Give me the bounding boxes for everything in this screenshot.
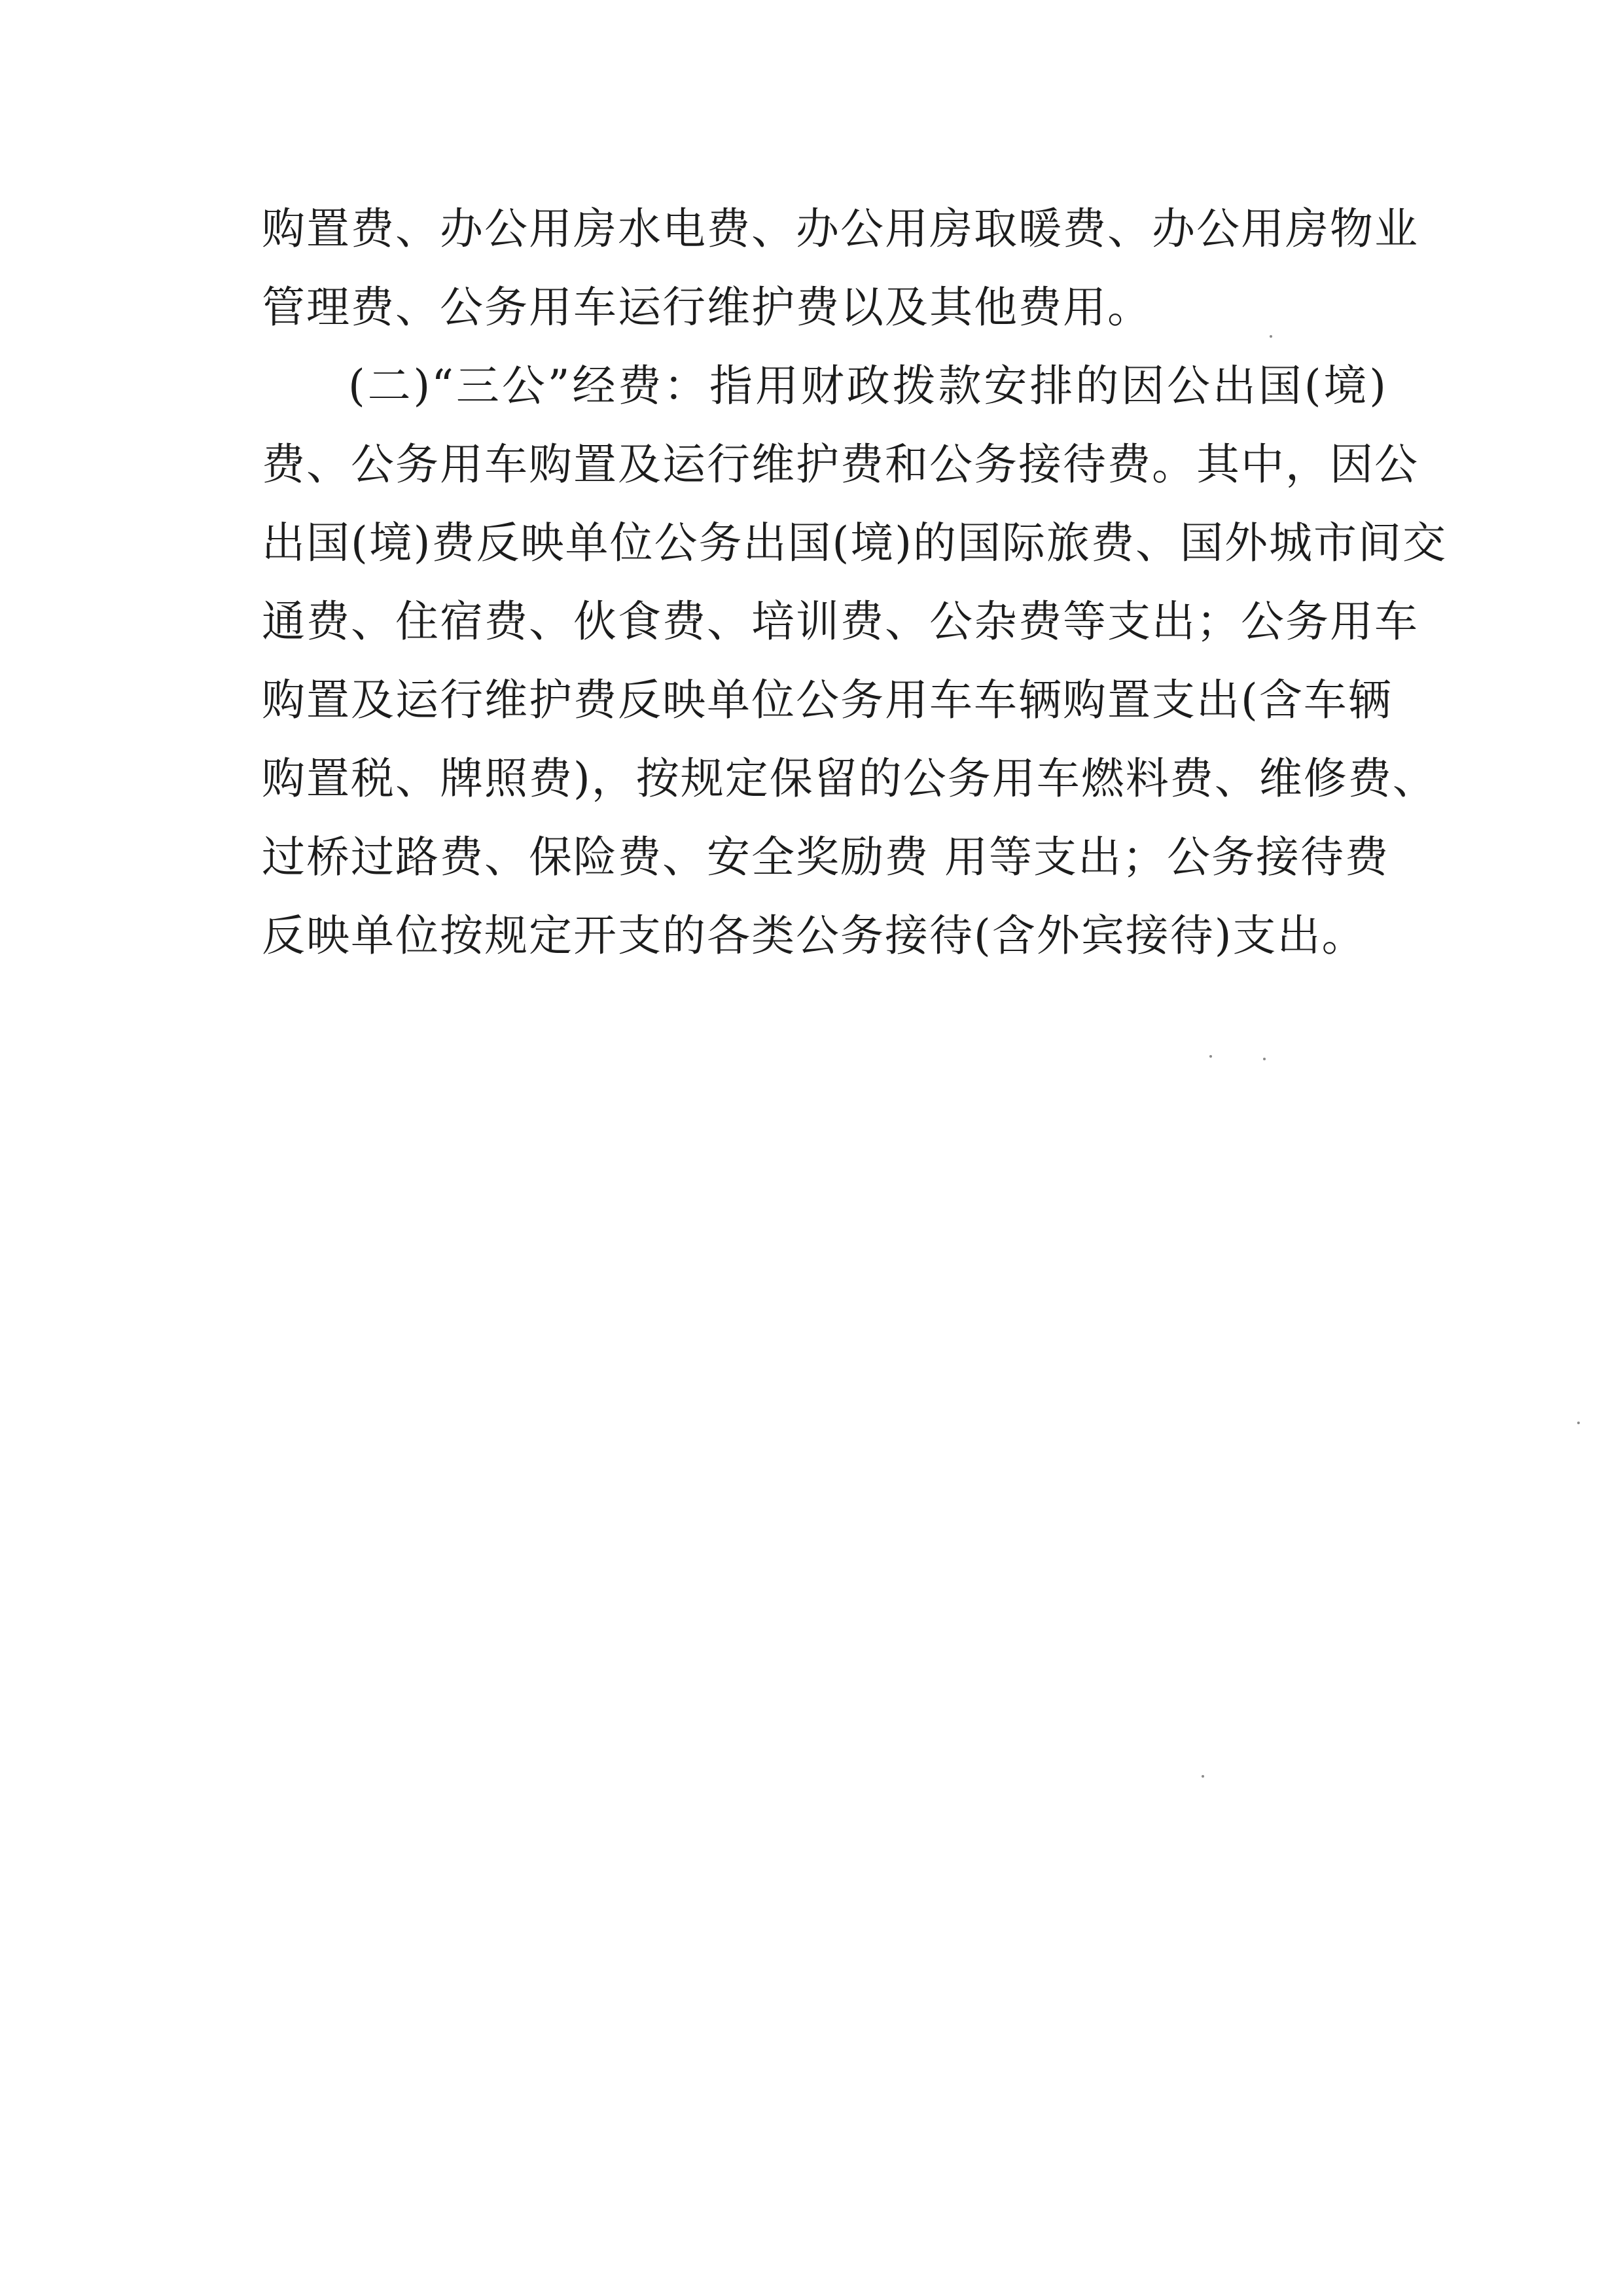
text-line: 出国(境)费反映单位公务出国(境)的国际旅费、国外城市间交 — [262, 518, 1447, 568]
text-line: 费、公务用车购置及运行维护费和公务接待费。其中，因公 — [262, 439, 1419, 490]
text-line: 通费、住宿费、伙食费、培训费、公杂费等支出；公务用车 — [262, 596, 1419, 647]
body-text — [262, 190, 1447, 975]
text-line: 管理费、公务用车运行维护费以及其他费用。 — [262, 282, 1152, 332]
text-line: 过桥过路费、保险费、安全奖励费 用等支出；公务接待费 — [262, 832, 1389, 882]
scan-speck — [1270, 335, 1272, 338]
text-line: 反映单位按规定开支的各类公务接待(含外宾接待)支出。 — [262, 910, 1366, 961]
paragraph-2 — [262, 347, 1447, 975]
scan-speck — [1202, 1775, 1204, 1778]
scan-speck — [1577, 1422, 1580, 1424]
text-line: 购置及运行维护费反映单位公务用车车辆购置支出(含车辆 — [262, 675, 1393, 725]
text-line: 购置费、办公用房水电费、办公用房取暖费、办公用房物业 — [262, 204, 1419, 254]
text-line: 购置税、牌照费)，按规定保留的公务用车燃料费、维修费、 — [262, 753, 1437, 804]
paragraph-1 — [262, 190, 1419, 347]
text-line: (二)“三公”经费：指用财政拨款安排的因公出国(境) — [348, 361, 1387, 411]
scan-speck — [1263, 1058, 1266, 1060]
scan-speck — [1209, 1055, 1212, 1058]
